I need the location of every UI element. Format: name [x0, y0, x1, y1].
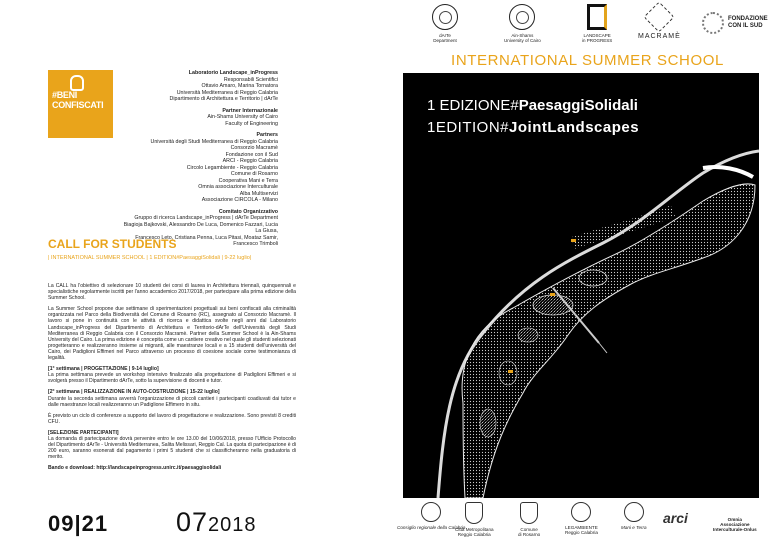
site-marker-1: [571, 239, 576, 242]
date-year: 2018: [208, 514, 257, 536]
date-days: 09|21: [48, 511, 109, 536]
ain-shams-caption: Ain-Shams University of Cairo: [504, 33, 541, 43]
park-map-illustration: [403, 73, 759, 498]
seal-icon: [432, 4, 458, 30]
credits-heading: Laboratorio Landscape_inProgress: [188, 70, 278, 76]
credits-line: Associazione CIRCOLA - Milano: [201, 197, 278, 203]
site-marker-3: [508, 370, 513, 373]
edition-italian: [427, 97, 638, 114]
credits-line: Responsabili Scientifici: [223, 76, 278, 83]
credits-line: Alba Multiservizi: [239, 190, 278, 197]
edition-english: [427, 119, 639, 136]
credits-section: [118, 132, 278, 204]
landscape-mark-icon: [587, 4, 607, 30]
credits-line: Comune di Rosarno: [230, 171, 278, 177]
credits-section: [118, 108, 278, 128]
call-body: [48, 283, 296, 471]
body-paragraph: La CALL ha l'obiettivo di selezionare 10 studenti dei corsi di laurea in Architettura triennali, quinquennali e specialistiche regolarmente iscritti per l'anno accademico 2017/2018, per partecipare alla prima edizione della Summer School.: [48, 283, 296, 302]
comune-crest-icon: [520, 502, 538, 524]
credits-line: Gruppo di ricerca Landscape_inProgress | dArTe Department: [134, 215, 278, 221]
ain-shams-logo: [504, 4, 541, 43]
body-heading[interactable]: Bando e download: http://landscapeinprogress.unirc.it/paesaggisolidali: [48, 465, 222, 472]
credits-line: Consorzio Macramè: [230, 145, 278, 151]
credits-line: Università degli Studi Mediterranea di Reggio Calabria: [150, 138, 278, 145]
mani-terra-caption: Mani e Terra: [621, 525, 647, 530]
omnia-logo: [713, 514, 757, 533]
edition-it-prefix: 1 EDIZIONE#: [427, 97, 519, 114]
body-paragraph: La Summer School propone due settimane di sperimentazioni progettuali sui beni confiscati alla criminalità organizzata nel Parco della Biodiversità del Comune di Rosarno (RC), assegnato al Consorzio Macramè. Il lavoro si pone in continuità con le attività di ricerca e didattica svolte negli anni dal Laboratorio Landscape_inProgress del Dipartimento di Architettura e Territorio-dArTe dell'Università degli Studi Mediterranea di Reggio Calabria con il Consorzio Macramè. Partner della Summer School è la Ain-Shams University del Cairo. La prima edizione è concepita come un cantiere creativo nel quale gli studenti selezionati progetteranno e realizzeranno insieme ai migranti, alle maestranze locali e a 15 studenti dell'università del Cairo, dei Padiglioni Effimeri nel Parco attraverso un processo di coesione sociale come testimonianza di legalità.: [48, 306, 296, 362]
hands-icon: [624, 502, 644, 522]
omnia-caption: Omnia Associazione Interculturale-Onlus: [713, 517, 757, 533]
beni-confiscati-badge: [48, 70, 113, 138]
date-month-year: [176, 507, 257, 538]
citta-caption: Città Metropolitana Reggio Calabria: [455, 527, 494, 538]
credits-heading: Comitato Organizzativo: [218, 208, 278, 215]
poster-panel: [403, 73, 759, 498]
top-logo-bar: [420, 4, 780, 52]
landscape-caption: LANDSCAPE in PROGRESS: [582, 33, 613, 43]
body-paragraph: Durante la seconda settimana avverrà l'organizzazione di piccoli cantieri i partecipanti coadiuvati dai tutor e dalle maestranze locali realizzeranno un Padiglione Effimero in situ.: [48, 395, 296, 408]
call-title: CALL FOR STUDENTS: [48, 237, 177, 251]
fondazione-logo: [702, 12, 768, 34]
credits-line: Ottavio Amaro, Marina Tornatora: [201, 83, 278, 89]
citta-logo: [455, 502, 494, 537]
arci-wordmark: arci: [663, 510, 688, 526]
credits-line: Dipartimento di Architettura e Territorio | dArTe: [169, 96, 278, 102]
credits-line: ARCI - Reggio Calabria: [222, 158, 278, 164]
credits-line: Cooperativa Mani e Terra: [218, 177, 278, 184]
credits-line: Università Mediterranea di Reggio Calabria: [176, 89, 278, 96]
macrame-mark-icon: [644, 1, 675, 32]
edition-en-tag: JointLandscapes: [509, 119, 640, 136]
credits-line: Biagioja Bajkovski, Alessandro De Luca, Domenico Fazzari, Lucia La Giusa,: [123, 221, 278, 234]
darte-logo: [432, 4, 458, 43]
sun-icon: [702, 12, 724, 34]
summer-school-title: INTERNATIONAL SUMMER SCHOOL: [451, 52, 724, 69]
arci-logo: [663, 510, 688, 526]
comune-logo: [518, 502, 540, 537]
seal-icon: [509, 4, 535, 30]
body-heading: [SELEZIONE PARTECIPANTI]: [48, 429, 119, 436]
body-heading: [2° settimana | REALIZZAZIONE IN AUTO-COSTRUZIONE | 15-22 luglio]: [48, 389, 220, 396]
hand-icon: [70, 75, 84, 91]
body-paragraph: La domanda di partecipazione dovrà pervenire entro le ore 13.00 del 10/06/2018, presso l'Ufficio Protocollo del Dipartimento dArTe - Università Mediterranea, Salita Melissari, Reggio Cal. La quota di partecipazione è di 200 euro, saranno esonerati dal pagamento i primi 5 studenti che si classificheranno nella graduatoria di merito.: [48, 435, 296, 461]
macrame-logo: [638, 4, 681, 39]
credits-section: [118, 70, 278, 103]
legambiente-logo: [565, 502, 598, 535]
body-paragraph: La prima settimana prevede un workshop intensivo finalizzato alla progettazione di Padiglioni Effimeri e si svolgerà presso il Dipartimento dArTe, sotto la supervisione di docenti e tutor.: [48, 372, 296, 385]
edition-it-tag: PaesaggiSolidali: [518, 97, 638, 114]
date-month: 07: [176, 507, 209, 537]
call-subtitle: | INTERNATIONAL SUMMER SCHOOL | 1 EDITION#PaesaggiSolidali | 9-22 luglio|: [48, 255, 252, 261]
credits-line: Omnia associazione Interculturale: [198, 184, 278, 190]
legambiente-icon: [571, 502, 591, 522]
credits-block: [118, 70, 278, 253]
beni-text: #BENI CONFISCATI: [52, 90, 104, 110]
comune-caption: Comune di Rosarno: [518, 527, 541, 538]
credits-line: Fondazione con il Sud: [225, 151, 278, 158]
mani-terra-logo: [621, 502, 647, 530]
site-marker-2: [550, 293, 555, 296]
regional-crest-icon: [421, 502, 441, 522]
landscape-logo: [582, 4, 612, 43]
darte-caption: dArTe Department: [433, 33, 457, 43]
credits-heading: Partner Internazionale: [222, 107, 278, 114]
body-paragraph: È previsto un ciclo di conferenze a supporto del lavoro di progettazione e realizzazione. Sono previsti 8 crediti CFU.: [48, 412, 296, 425]
credits-heading: Partners: [256, 132, 278, 138]
macrame-caption: MACRAMÈ: [638, 33, 681, 40]
credits-line: Circolo Legambiente - Reggio Calabria: [186, 164, 278, 171]
credits-line: Faculty of Engineering: [225, 120, 278, 127]
edition-en-prefix: 1EDITION#: [427, 119, 510, 136]
legambiente-caption: LEGAMBIENTE Reggio Calabria: [565, 525, 598, 536]
regione-caption: Consiglio regionale della Calabria: [397, 525, 466, 530]
city-crest-icon: [465, 502, 483, 524]
credits-line: Ain-Shams University of Cairo: [207, 114, 278, 120]
fondazione-caption: FONDAZIONE CON IL SUD: [728, 16, 768, 29]
body-heading: [1° settimana | PROGETTAZIONE | 9-14 luglio]: [48, 366, 159, 373]
credits-line: Francesco Leto, Cristiana Penna, Luca Pitasi, Moataz Samir, Francesco Trimboli: [135, 234, 278, 247]
bottom-logo-bar: [395, 502, 780, 552]
